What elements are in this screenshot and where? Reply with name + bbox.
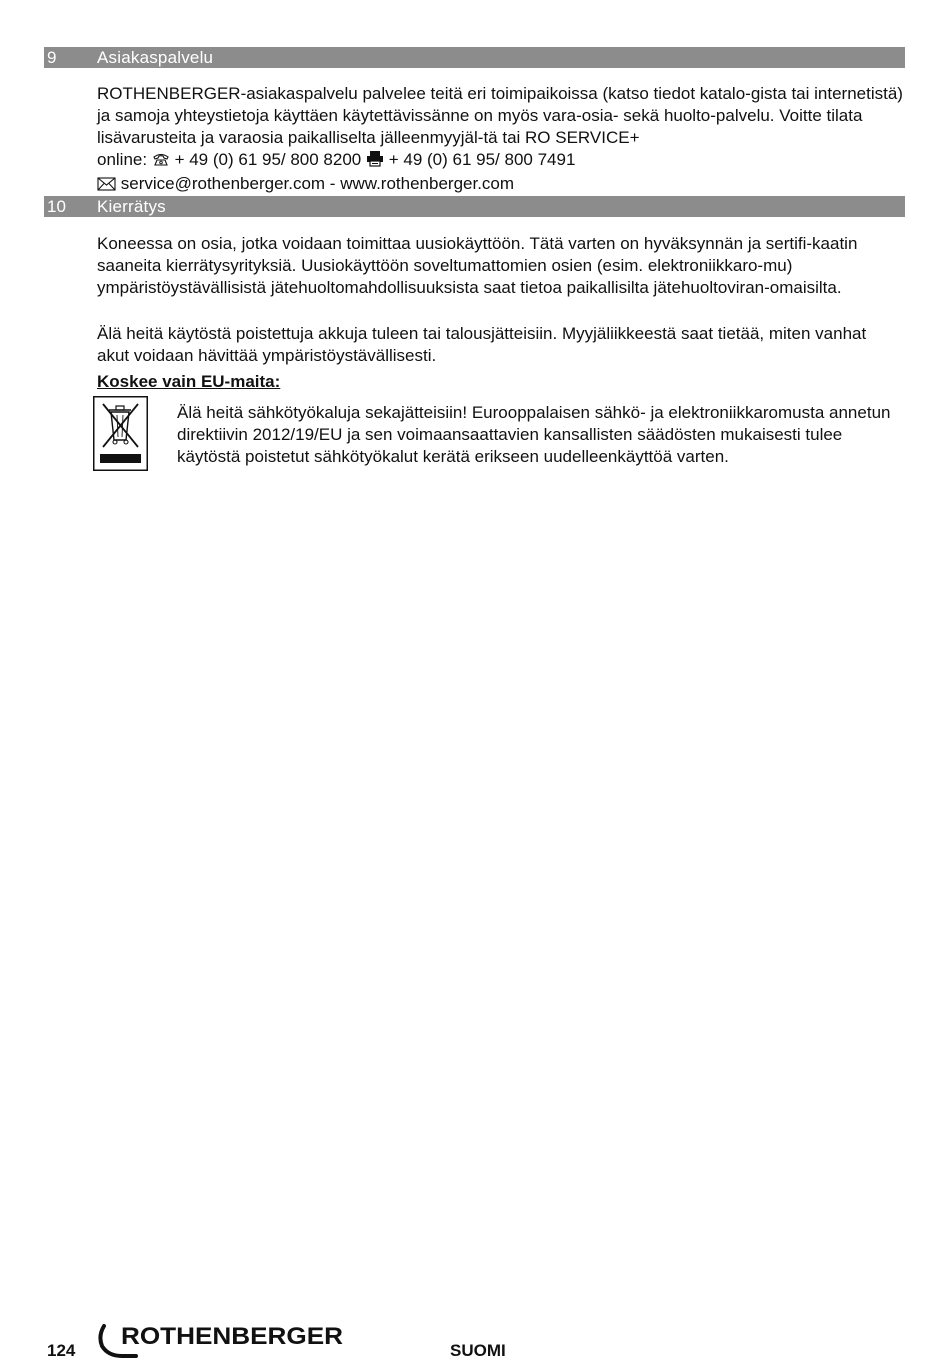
section-header-10 — [44, 196, 905, 217]
eu-only-heading: Koskee vain EU-maita: — [97, 372, 281, 391]
section-number: 9 — [47, 48, 57, 67]
envelope-icon — [97, 175, 116, 197]
phone-number: + 49 (0) 61 95/ 800 8200 — [174, 150, 362, 169]
language-label: SUOMI — [450, 1341, 506, 1360]
fax-number: + 49 (0) 61 95/ 800 7491 — [388, 150, 576, 169]
recycling-paragraph-2: Älä heitä käytöstä poistettuja akkuja tuleen tai talousjätteisiin. Myyjäliikkeestä saat tietää, miten vanhat akut voidaan hävittää ympäristöystävällisesti. — [97, 324, 867, 365]
weee-directive-text: Älä heitä sähkötyökaluja sekajätteisiin! Eurooppalaisen sähkö- ja elektroniikkaromusta annetun direktiivin 2012/19/EU ja sen voimaansaattavien kansallisten säädösten mukaisesti tulee käytöstä poistetut sähkötyökalut kerätä erikseen uudelleenkäyttöä varten. — [177, 403, 891, 466]
email-website: service@rothenberger.com - www.rothenberger.com — [120, 174, 515, 193]
page-number: 124 — [47, 1341, 76, 1360]
fax-icon — [366, 150, 384, 173]
section9-body — [97, 83, 903, 197]
weee-crossed-bin-icon — [93, 396, 148, 471]
rothenberger-logo — [96, 1322, 346, 1358]
recycling-paragraph-1: Koneessa on osia, jotka voidaan toimittaa uusiokäyttöön. Tätä varten on hyväksynnän ja sertifi-kaatin saaneita kierrätysyrityksiä. Uusiokäyttöön soveltumattomien osien (esim. elektroniikkaro-mu) ympäristöystävällisistä jätehuoltomahdollisuuksista saat tietoa paikallisilta jätehuoltoviran-omaisilta. — [97, 234, 858, 297]
customer-service-text: ROTHENBERGER-asiakaspalvelu palvelee teitä eri toimipaikoissa (katso tiedot katalo-gista tai internetistä) ja samoja yhteystietoja käyttäen käytettävissänne on myös vara-osia- sekä huolto-palvelu. Voitte tilata lisävarusteita ja varaosia paikalliselta jälleenmyyjäl-tä tai RO SERVICE+ — [97, 84, 903, 147]
section-title: Kierrätys — [97, 197, 166, 216]
section-title: Asiakaspalvelu — [97, 48, 214, 67]
online-label: online: — [97, 150, 148, 169]
section-number: 10 — [47, 197, 66, 216]
brand-name: ROTHENBERGER — [121, 1323, 343, 1350]
phone-icon — [152, 151, 170, 173]
section-header-9 — [44, 47, 905, 68]
